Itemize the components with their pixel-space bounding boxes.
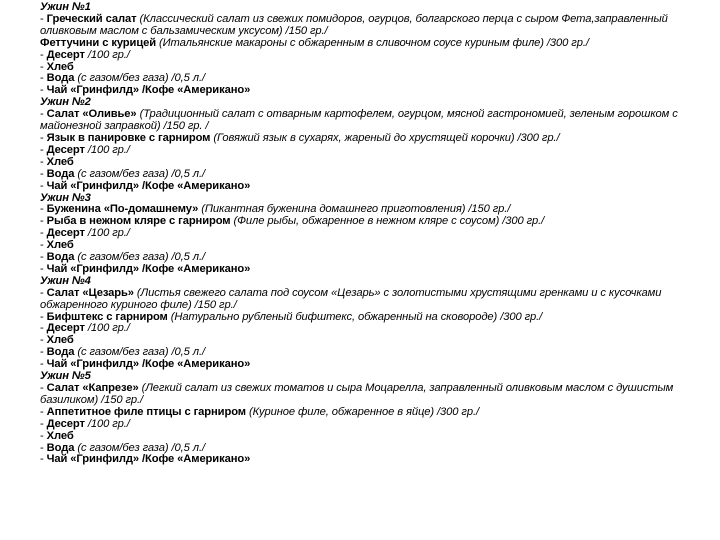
dish-description: (с газом/без газа) /0,5 л./ [74,251,206,264]
dish-name: Хлеб [46,429,74,442]
dish-description: (Классический салат из свежих помидоров, огурцов, болгарского перца с сыром Фета,заправленный оливковым маслом с бальзамическим уксусом) /150 гр./ [40,12,668,37]
dish-name: Вода [46,441,75,454]
dish-name: Хлеб [46,155,74,168]
menu-item: - Чай «Гринфилд» /Кофе «Американо» [40,84,251,97]
menu-item: - Хлеб [40,155,74,168]
dish-description: (с газом/без газа) /0,5 л./ [74,72,206,85]
dish-name: Хлеб [46,239,74,252]
dinner-menu-4 [40,276,680,371]
menu-item: - Хлеб [40,239,74,252]
dish-description: /100 гр./ [84,227,130,240]
dish-name: Чай «Гринфилд» /Кофе «Американо» [46,179,251,192]
dish-name: Язык в панировке с гарниром [46,131,211,144]
dish-description: /100 гр./ [84,48,130,61]
dish-description: /100 гр./ [84,417,130,430]
menu-item: - Десерт /100 гр./ [40,417,130,430]
dish-name: Десерт [46,48,85,61]
dish-name: Аппетитное филе птицы с гарниром [46,405,246,418]
dish-description: (с газом/без газа) /0,5 л./ [74,441,206,454]
dish-name: Салат «Цезарь» [46,286,134,299]
menu-item: - Салат «Оливье» (Традиционный салат с отварным картофелем, огурцом, мясной гастрономией, зеленым горошком с майонезной заправкой) /150 гр. / [40,108,678,133]
dish-description: (Листья свежего салата под соусом «Цезарь» с золотистыми хрустящими гренками и с кусочками обжаренного куриного филе) /150 гр./ [40,286,662,311]
dish-description: (Традиционный салат с отварным картофелем, огурцом, мясной гастрономией, зеленым горошком с майонезной заправкой) /150 гр. / [40,108,678,133]
menu-item: - Буженина «По-домашнему» (Пикантная буженина домашнего приготовления) /150 гр./ [40,203,511,216]
menu-title: Ужин №5 [40,370,91,383]
menu-item: - Бифштекс с гарниром (Натурально рубленый бифштекс, обжаренный на сковороде) /300 гр./ [40,310,543,323]
menu-item: - Рыба в нежном кляре с гарниром (Филе рыбы, обжаренное в нежном кляре с соусом) /300 гр./ [40,215,545,228]
dish-description: /100 гр./ [84,143,130,156]
dinner-menu-3 [40,193,680,276]
menu-item: - Вода (с газом/без газа) /0,5 л./ [40,72,206,85]
dish-name: Десерт [46,227,85,240]
menu-document [40,2,680,466]
dish-description: (с газом/без газа) /0,5 л./ [74,346,206,359]
dinner-menu-5 [40,371,680,466]
menu-item: - Чай «Гринфилд» /Кофе «Американо» [40,453,251,466]
menu-item: - Чай «Гринфилд» /Кофе «Американо» [40,262,251,275]
menu-item: - Вода (с газом/без газа) /0,5 л./ [40,167,206,180]
menu-title: Ужин №2 [40,96,91,109]
menu-item: - Чай «Гринфилд» /Кофе «Американо» [40,179,251,192]
menu-item [40,38,680,50]
dish-name: Десерт [46,143,85,156]
dish-name: Греческий салат [46,12,137,25]
dish-description: (Пикантная буженина домашнего приготовления) /150 гр./ [198,203,511,216]
dinner-menu-1 [40,2,680,97]
menu-item: - Хлеб [40,429,74,442]
menu-item: - Десерт /100 гр./ [40,143,130,156]
dish-name: Хлеб [46,60,74,73]
dish-description: (Филе рыбы, обжаренное в нежном кляре с соусом) /300 гр./ [230,215,545,228]
dish-name: Вода [46,251,75,264]
dish-name: Салат «Капрезе» [46,382,139,394]
menu-item: - Вода (с газом/без газа) /0,5 л./ [40,251,206,264]
dinner-menu-2 [40,97,680,192]
dish-description: /100 гр./ [84,322,130,335]
dish-name: Вода [46,167,75,180]
menu-item: - Хлеб [40,334,74,347]
menu-title: Ужин №4 [40,274,91,287]
menu-item: - Вода (с газом/без газа) /0,5 л./ [40,346,206,359]
dish-name: Хлеб [46,334,74,347]
dish-description: (Говяжий язык в сухарях, жареный до хрустящей корочки) /300 гр./ [210,131,560,144]
dish-name: Салат «Оливье» [46,108,137,121]
menu-item: - Язык в панировке с гарниром (Говяжий язык в сухарях, жареный до хрустящей корочки) /300 гр./ [40,131,560,144]
menu-item: - Хлеб [40,60,74,73]
dish-name: Феттучини с курицей [40,36,156,49]
dish-name: Буженина «По-домашнему» [46,203,199,216]
menu-title: Ужин №1 [40,1,91,13]
dish-name: Чай «Гринфилд» /Кофе «Американо» [46,262,251,275]
dish-name: Вода [46,72,75,85]
menu-title: Ужин №3 [40,191,91,204]
menu-item: - Вода (с газом/без газа) /0,5 л./ [40,441,206,454]
menu-item: - Аппетитное филе птицы с гарниром (Куриное филе, обжаренное в яйце) /300 гр./ [40,405,479,418]
dish-description: (Легкий салат из свежих томатов и сыра Моцарелла, заправленный оливковым маслом с душистым базиликом) /150 гр./ [40,382,674,406]
menu-item: - Чай «Гринфилд» /Кофе «Американо» [40,358,251,371]
menu-item: - Десерт /100 гр./ [40,227,130,240]
menu-item: - Десерт /100 гр./ [40,322,130,335]
dish-name: Чай «Гринфилд» /Кофе «Американо» [46,358,251,371]
menu-item: - Десерт /100 гр./ [40,48,130,61]
dish-description: (Итальянские макароны с обжаренным в сливочном соусе куриным филе) /300 гр./ [156,36,589,49]
dish-name: Десерт [46,322,85,335]
dish-name: Чай «Гринфилд» /Кофе «Американо» [46,84,251,97]
dish-name: Рыба в нежном кляре с гарниром [46,215,231,228]
dish-name: Десерт [46,417,85,430]
dish-name: Вода [46,346,75,359]
dish-description: (Куриное филе, обжаренное в яйце) /300 гр./ [245,405,479,418]
dish-description: (Натурально рубленый бифштекс, обжаренный на сковороде) /300 гр./ [167,310,543,323]
dish-description: (с газом/без газа) /0,5 л./ [74,167,206,180]
dish-name: Чай «Гринфилд» /Кофе «Американо» [46,453,251,466]
menu-item: - Греческий салат (Классический салат из свежих помидоров, огурцов, болгарского перца с сыром Фета,заправленный оливковым маслом с бальзамическим уксусом) /150 гр./ [40,12,668,37]
dish-name: Бифштекс с гарниром [46,310,168,323]
menu-item: - Салат «Капрезе» (Легкий салат из свежих томатов и сыра Моцарелла, заправленный оливковым маслом с душистым базиликом) /150 гр./ [40,382,674,406]
menu-item: - Салат «Цезарь» (Листья свежего салата под соусом «Цезарь» с золотистыми хрустящими гренками и с кусочками обжаренного куриного филе) /150 гр./ [40,286,662,311]
